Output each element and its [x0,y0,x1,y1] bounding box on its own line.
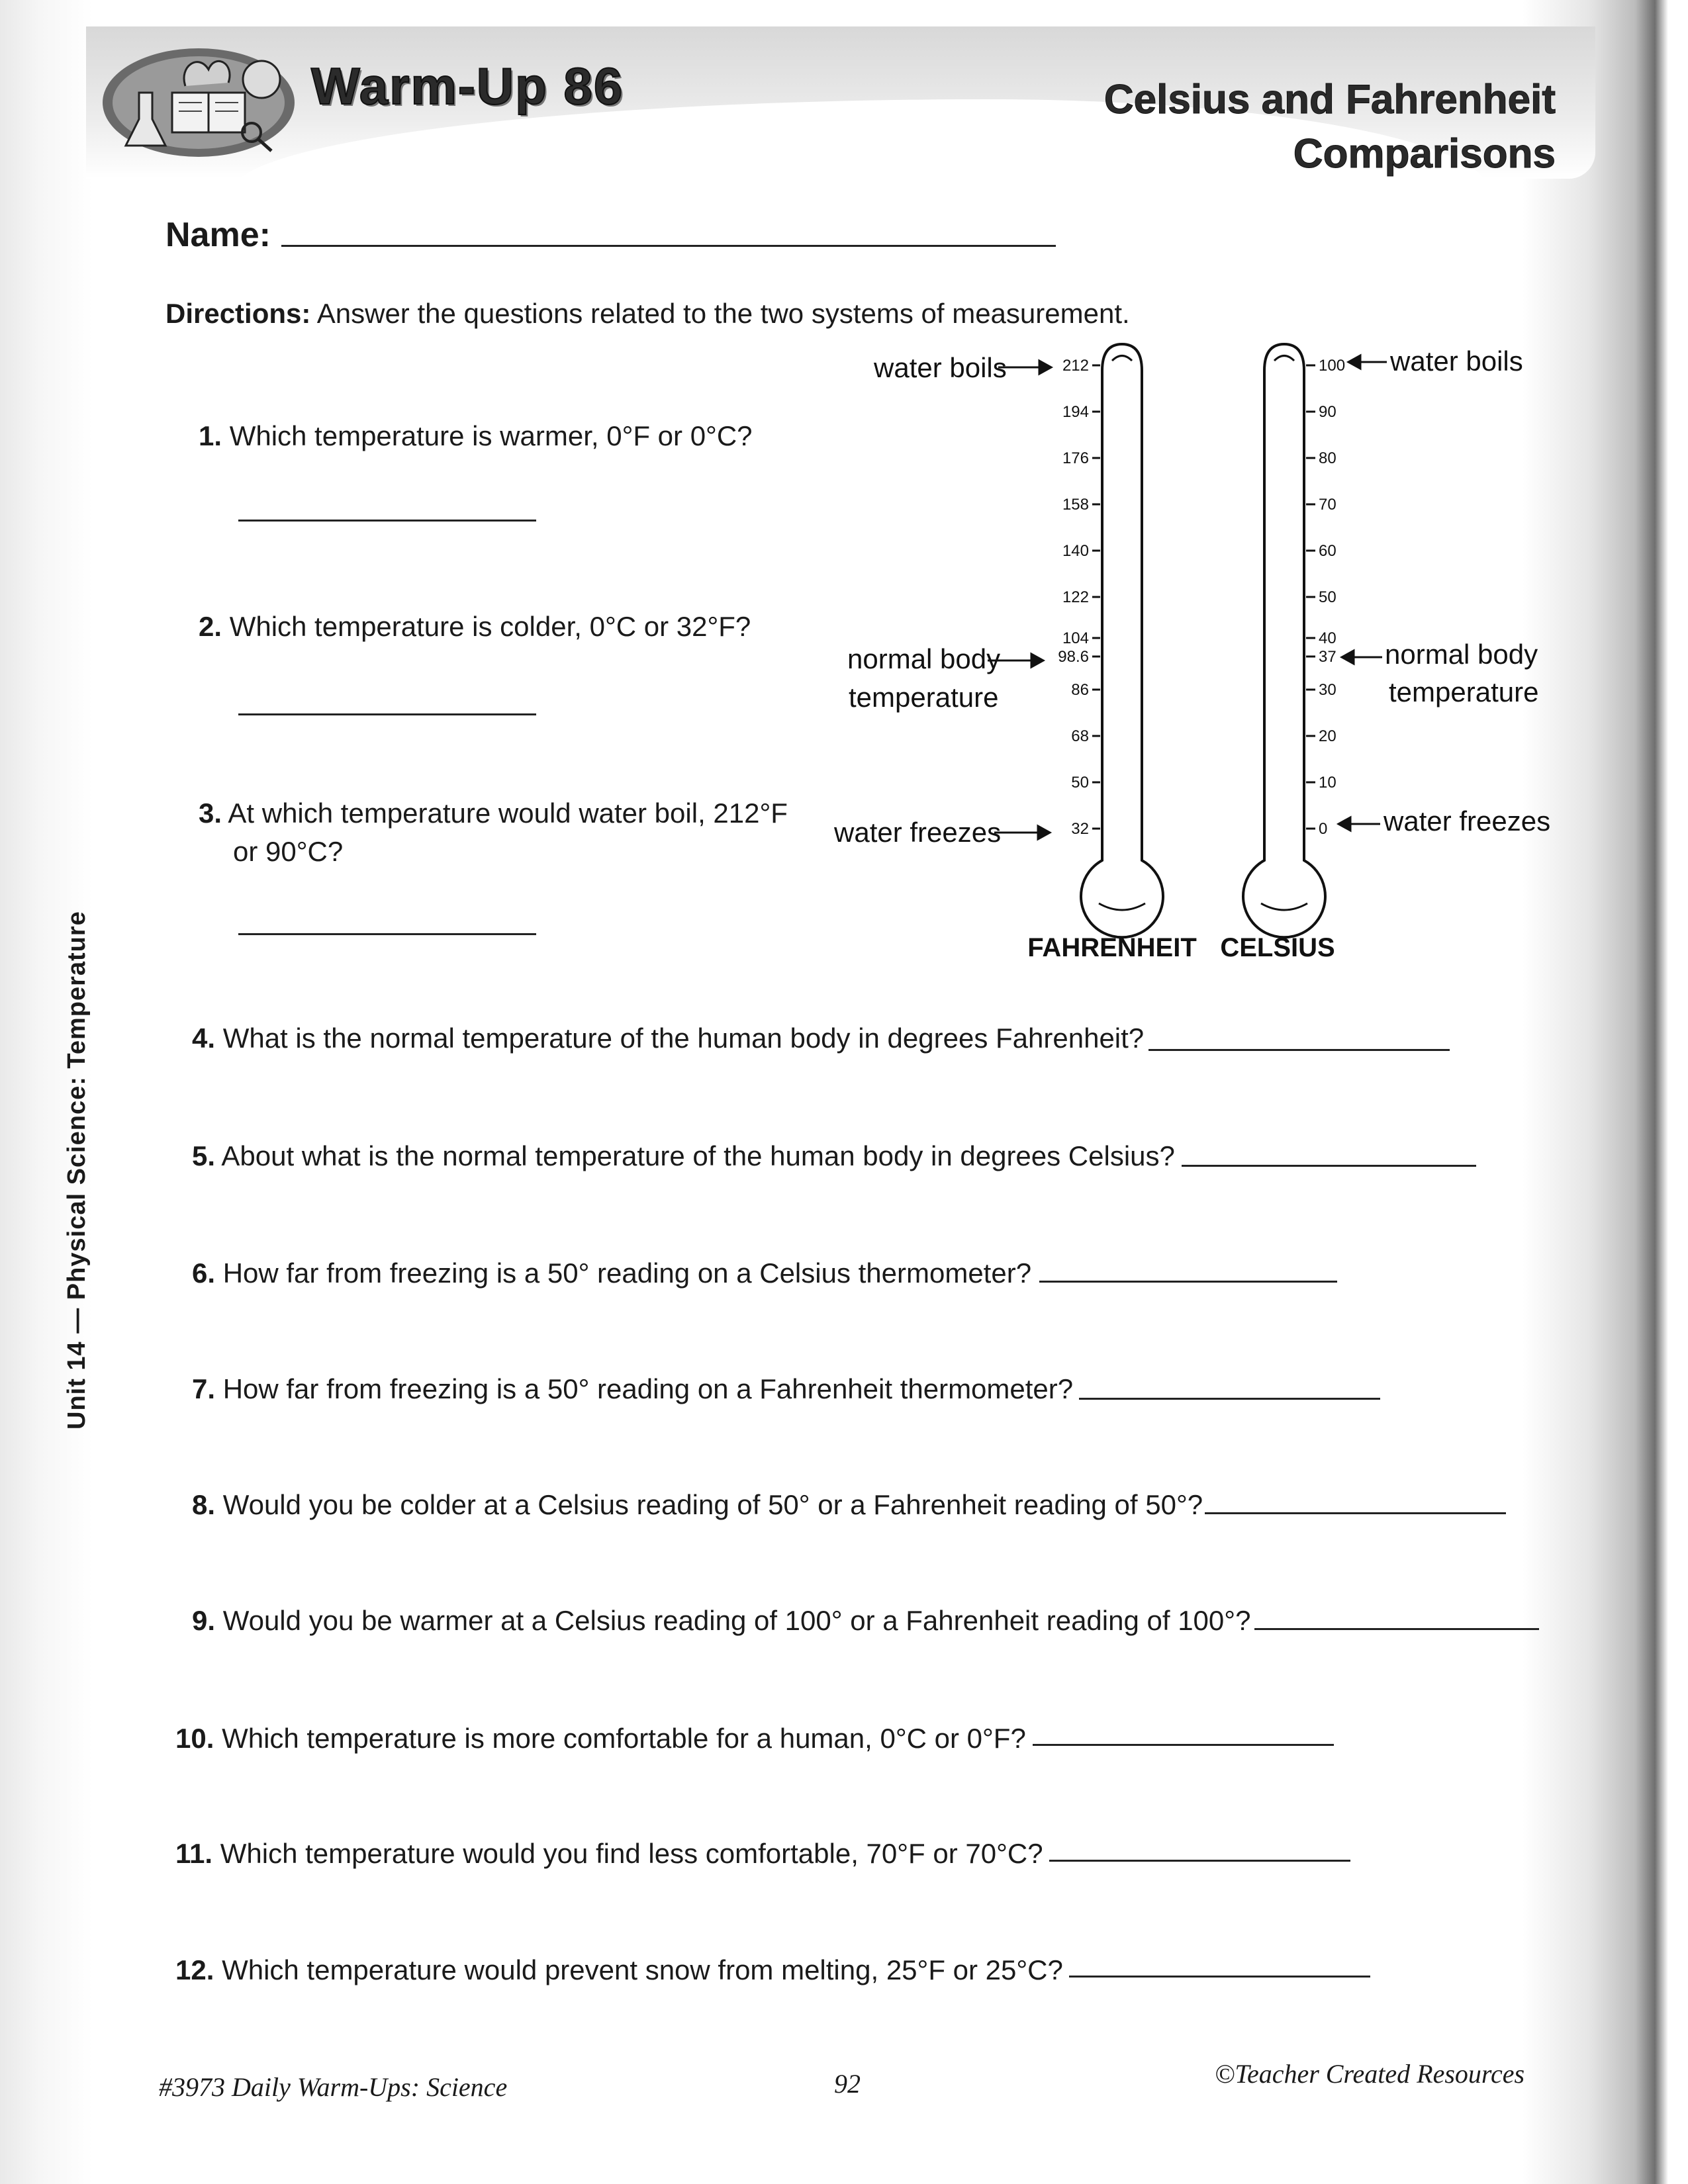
question-text: About what is the normal temperature of the human body in degrees Celsius? [221,1140,1175,1171]
f-tick-194: 194 [1062,403,1089,421]
question-number: 3. [199,797,222,829]
question-10 [175,1719,1026,1758]
question-4 [192,1019,1144,1058]
unit-side-tab: Unit 14 — Physical Science: Temperature [63,911,91,1430]
question-number: 1. [199,420,222,451]
footer-copyright: ©Teacher Created Resources [1215,2059,1525,2089]
c-tick-0: 0 [1319,820,1328,838]
answer-line-2[interactable] [238,713,536,715]
topic-line-1: Celsius and Fahrenheit [1103,77,1556,122]
question-number: 9. [192,1605,216,1636]
name-field[interactable] [281,245,1056,247]
question-number: 10. [175,1723,214,1754]
c-tick-80: 80 [1319,449,1336,467]
directions [165,298,1130,330]
name-label: Name: [165,216,271,254]
question-text: At which temperature would water boil, 212°F [228,797,788,829]
footer-book-title: #3973 Daily Warm-Ups: Science [159,2072,508,2102]
question-number: 7. [192,1373,216,1404]
c-tick-37: 37 [1319,648,1336,666]
question-1 [199,417,753,455]
question-7 [192,1370,1073,1408]
f-tick-68: 68 [1071,727,1089,745]
f-normal-body-label: normal body [847,643,1001,674]
question-9 [192,1602,1250,1640]
f-tick-98-6: 98.6 [1058,648,1089,666]
question-number: 6. [192,1257,216,1289]
c-tick-40: 40 [1319,629,1336,647]
question-text: How far from freezing is a 50° reading on a Celsius thermometer? [222,1257,1032,1289]
answer-line-8[interactable] [1205,1512,1506,1514]
question-text: Which temperature would prevent snow from melting, 25°F or 25°C? [222,1954,1063,1985]
answer-line-1[interactable] [238,520,536,522]
question-3 [199,794,788,871]
f-tick-176: 176 [1062,449,1089,467]
c-tick-10: 10 [1319,774,1336,792]
f-tick-86: 86 [1071,681,1089,699]
c-tick-60: 60 [1319,542,1336,560]
c-tick-20: 20 [1319,727,1336,745]
question-5 [192,1137,1175,1175]
question-number: 4. [192,1023,216,1054]
answer-line-4[interactable] [1149,1049,1450,1051]
f-normal-body-label-2: temperature [849,682,999,713]
f-tick-158: 158 [1062,496,1089,514]
question-12 [175,1951,1063,1989]
f-water-boils-label: water boils [874,352,1007,383]
answer-line-12[interactable] [1069,1976,1370,1978]
c-normal-body-label-2: temperature [1389,676,1539,707]
topic-line-2: Comparisons [1293,131,1556,177]
question-text: Which temperature is colder, 0°C or 32°F? [229,611,751,642]
c-normal-body-label: normal body [1385,639,1538,670]
c-tick-100: 100 [1319,357,1346,375]
question-text: Which temperature is more comfortable for a human, 0°C or 0°F? [222,1723,1026,1754]
c-water-boils-label: water boils [1390,345,1523,377]
fahrenheit-label: FAHRENHEIT [1027,933,1197,962]
question-text-cont: or 90°C? [233,836,344,867]
answer-line-10[interactable] [1033,1744,1334,1746]
question-text: What is the normal temperature of the human body in degrees Fahrenheit? [222,1023,1145,1054]
question-number: 5. [192,1140,216,1171]
f-tick-212: 212 [1062,357,1089,375]
question-11 [175,1835,1043,1873]
answer-line-3[interactable] [238,933,536,935]
question-number: 8. [192,1489,216,1520]
celsius-label: CELSIUS [1220,933,1335,962]
question-8 [192,1486,1203,1524]
answer-line-6[interactable] [1039,1281,1337,1283]
answer-line-7[interactable] [1079,1398,1380,1400]
question-text: Would you be colder at a Celsius reading of 50° or a Fahrenheit reading of 50°? [222,1489,1203,1520]
c-tick-90: 90 [1319,403,1336,421]
question-number: 11. [175,1838,213,1869]
question-text: Would you be warmer at a Celsius reading of 100° or a Fahrenheit reading of 100°? [222,1605,1251,1636]
fahrenheit-thermometer [1081,344,1163,937]
question-2 [199,608,751,646]
answer-line-11[interactable] [1049,1860,1350,1862]
f-tick-140: 140 [1062,542,1089,560]
science-logo-icon [99,40,298,159]
directions-label: Directions: [165,298,311,329]
question-6 [192,1254,1031,1293]
question-number: 12. [175,1954,214,1985]
f-water-freezes-label: water freezes [834,817,1002,848]
footer-page-number: 92 [834,2069,861,2099]
directions-text: Answer the questions related to the two systems of measurement. [316,298,1130,329]
topic-title [1104,73,1556,181]
f-tick-104: 104 [1062,629,1089,647]
c-tick-50: 50 [1319,588,1336,606]
f-tick-50: 50 [1071,774,1089,792]
question-number: 2. [199,611,222,642]
thermometer-diagram [821,331,1562,973]
f-tick-122: 122 [1062,588,1089,606]
warmup-title: Warm-Up 86 [311,57,624,115]
question-text: Which temperature would you find less comfortable, 70°F or 70°C? [220,1838,1043,1869]
question-text: Which temperature is warmer, 0°F or 0°C? [229,420,753,451]
answer-line-5[interactable] [1182,1165,1476,1167]
question-text: How far from freezing is a 50° reading on a Fahrenheit thermometer? [222,1373,1074,1404]
f-tick-32: 32 [1071,820,1089,838]
c-water-freezes-label: water freezes [1383,805,1551,837]
answer-line-9[interactable] [1254,1628,1539,1630]
c-tick-70: 70 [1319,496,1336,514]
c-tick-30: 30 [1319,681,1336,699]
